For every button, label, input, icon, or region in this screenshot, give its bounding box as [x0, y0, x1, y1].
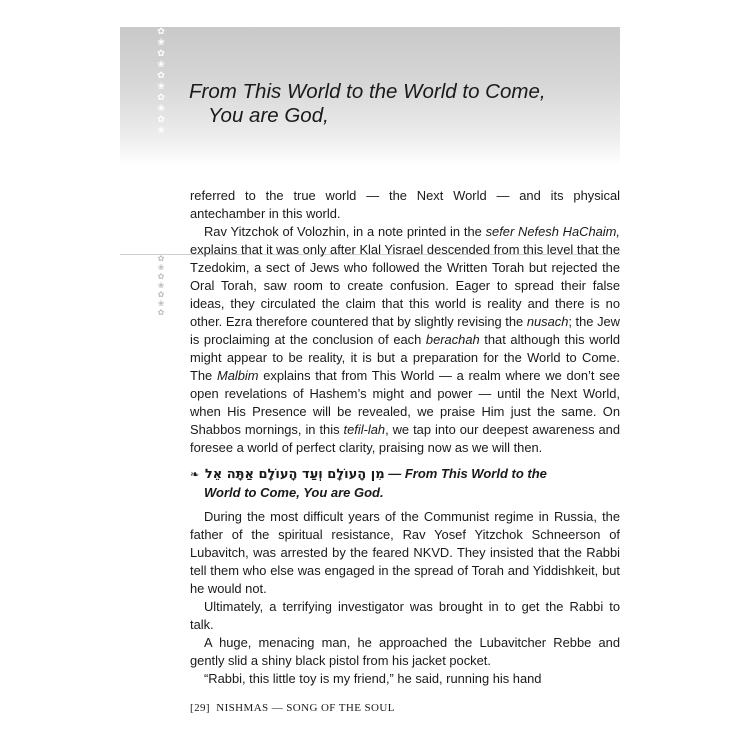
text-run: explains that from This World — a realm where we don’t see open revelations of Hashem’s might and power — until the Next World, when His Presence will be revealed, we praise Him just the same. On Shabbos mornings, in this [190, 368, 620, 437]
book-page [120, 27, 620, 740]
italic-term: sefer Nefesh HaChaim, [485, 224, 620, 239]
subheading-english-line2: World to Come, You are God. [204, 485, 384, 500]
page-number: [29] [190, 702, 210, 714]
text-run: that although this world might appear to be reality, it is but a preparation for the World to Come. The [190, 332, 621, 383]
text-run: “Rabbi, this little toy is my friend,” he said, running his hand [204, 671, 542, 686]
text-run: During the most difficult years of the Communist regime in Russia, the father of the spiritual resistance, Rav Yosef Yitzchok Schneerson of Lubavitch, was arrested by the feared NKVD. They insisted that the Rabbi tell them who else was engaged in the spread of Torah and Yiddishkeit, but he would not. [190, 509, 620, 596]
subheading-hebrew: מִן הָעוֹלָם וְעַד הָעוֹלָם אַתָּה אֵל [204, 467, 385, 482]
page-footer [190, 702, 610, 714]
text-run: , we tap into our deepest awareness and foresee a world of perfect clarity, praising now as we will then. [190, 422, 621, 455]
floral-ornament-icon: ✿ ❀ ✿ ❀ ✿ ❀ ✿ ❀ ✿ ❀ [157, 26, 165, 135]
paragraphs-after [190, 508, 620, 688]
leaf-bullet-icon: ❧ [190, 469, 200, 481]
paragraph [190, 634, 620, 670]
text-run: Ultimately, a terrifying investigator was brought in to get the Rabbi to talk. [190, 599, 620, 632]
floral-ornament-icon: ✿ ❀ ✿ ❀ ✿ ❀ ✿ [157, 254, 165, 317]
text-run: ; the Jew is proclaiming at the conclusion of each [190, 314, 620, 347]
italic-term: Malbim [216, 368, 259, 383]
subheading [190, 465, 620, 502]
italic-term: tefil-lah [343, 422, 386, 437]
running-title: NISHMAS — SONG OF THE SOUL [216, 702, 395, 714]
body-text [190, 187, 620, 688]
chapter-title-line1: From This World to the World to Come, [189, 80, 546, 103]
italic-term: nusach [526, 314, 569, 329]
paragraph [190, 508, 620, 598]
italic-term: berachah [425, 332, 480, 347]
header-band [120, 27, 620, 165]
text-run: A huge, menacing man, he approached the Lubavitcher Rebbe and gently slid a shiny black pistol from his jacket pocket. [190, 635, 620, 668]
paragraph [190, 598, 620, 634]
paragraph [190, 187, 620, 223]
subheading-english-line1: — From This World to the [384, 466, 547, 481]
text-run: explains that it was only after Klal Yisrael descended from this level that the Tzedokim, a sect of Jews who followed the Written Torah but rejected the Oral Torah, saw room to create confusion. Eager to spread their false ideas, they circulated the claim that this world is reality and there is no other. Ezra therefore countered that by slightly revising the [190, 242, 620, 329]
chapter-title [189, 80, 599, 128]
chapter-title-line2: You are God, [208, 104, 329, 127]
paragraph [190, 670, 620, 688]
paragraph [190, 223, 620, 457]
paragraphs-before [190, 187, 620, 457]
text-run: referred to the true world — the Next World — and its physical antechamber in this world. [190, 188, 620, 221]
text-run: Rav Yitzchok of Volozhin, in a note printed in the [204, 224, 486, 239]
